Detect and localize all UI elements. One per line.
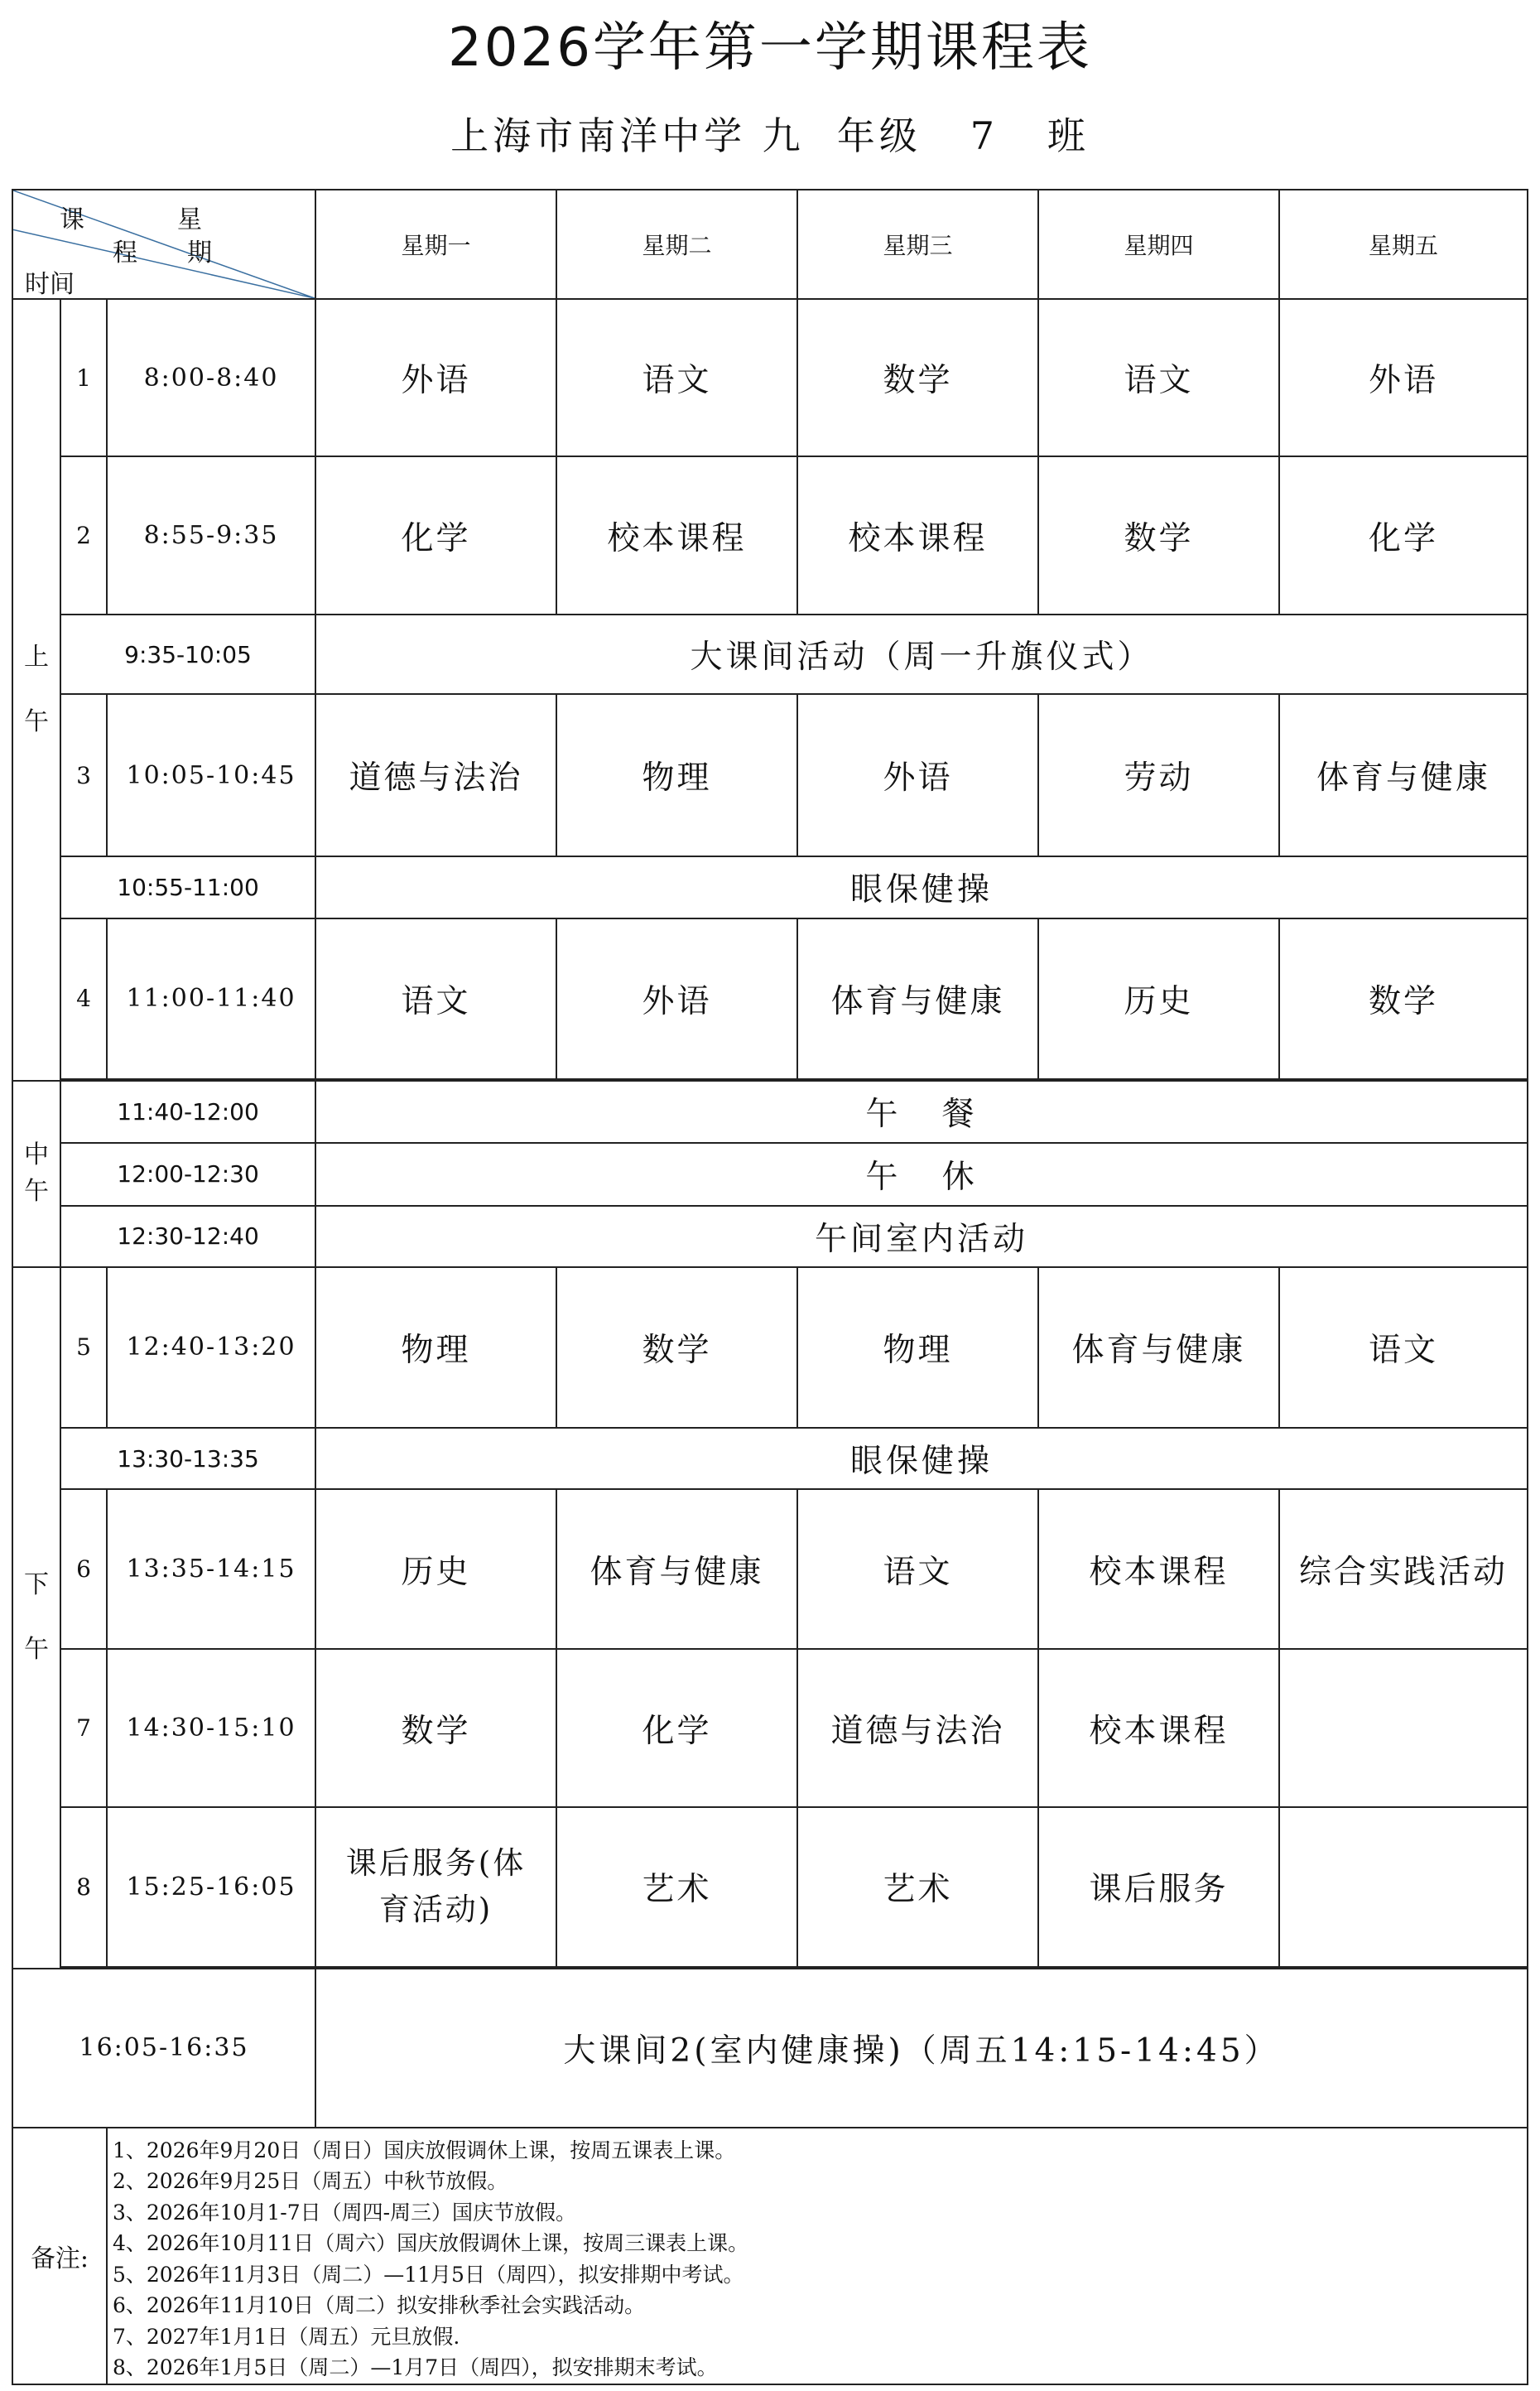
period-number: 4 <box>60 918 107 1079</box>
lesson-row-8 <box>12 1807 1528 1966</box>
subject-cell: 道德与法治 <box>797 1649 1038 1807</box>
activity-time: 12:00-12:30 <box>60 1143 315 1206</box>
day-header-wed: 星期三 <box>797 190 1038 299</box>
period-time: 15:25-16:05 <box>107 1807 315 1966</box>
activity-time: 13:30-13:35 <box>60 1428 315 1489</box>
period-time: 11:00-11:40 <box>107 918 315 1079</box>
period-number: 8 <box>60 1807 107 1966</box>
activity-row-big-break-2 <box>12 1969 1528 2128</box>
subject-cell: 校本课程 <box>1038 1649 1279 1807</box>
day-header-thu: 星期四 <box>1038 190 1279 299</box>
activity-row-eye-exercise-am <box>12 856 1528 918</box>
period-number: 3 <box>60 694 107 856</box>
subject-cell: 艺术 <box>556 1807 797 1966</box>
subject-cell: 外语 <box>1279 299 1528 456</box>
corner-label-shijian: 时间 <box>25 270 75 299</box>
activity-time: 16:05-16:35 <box>12 1969 315 2128</box>
activity-time: 11:40-12:00 <box>60 1081 315 1143</box>
activity-row-big-break <box>12 615 1528 694</box>
subject-cell: 物理 <box>315 1267 556 1428</box>
remark-item: 1、2026年9月20日（周日）国庆放假调休上课，按周五课表上课。 <box>113 2138 736 2162</box>
subject-cell: 校本课程 <box>556 456 797 615</box>
period-time: 8:55-9:35 <box>107 456 315 615</box>
subject-cell: 历史 <box>315 1489 556 1649</box>
subject-cell: 数学 <box>797 299 1038 456</box>
subject-cell: 课后服务(体育活动) <box>315 1807 556 1966</box>
activity-time: 12:30-12:40 <box>60 1206 315 1267</box>
subject-cell: 外语 <box>556 918 797 1079</box>
period-time: 14:30-15:10 <box>107 1649 315 1807</box>
subject-cell: 物理 <box>556 694 797 856</box>
subject-cell: 外语 <box>315 299 556 456</box>
corner-label-cheng: 程 <box>113 239 137 268</box>
period-number: 1 <box>60 299 107 456</box>
period-time: 13:35-14:15 <box>107 1489 315 1649</box>
subject-cell: 化学 <box>315 456 556 615</box>
subject-cell: 语文 <box>556 299 797 456</box>
subject-cell: 数学 <box>556 1267 797 1428</box>
subject-cell: 数学 <box>1279 918 1528 1079</box>
subject-cell: 数学 <box>315 1649 556 1807</box>
subject-cell: 体育与健康 <box>797 918 1038 1079</box>
activity-row-nap <box>12 1143 1528 1206</box>
period-time: 12:40-13:20 <box>107 1267 315 1428</box>
section-noon: 中午 <box>12 1081 60 1267</box>
lesson-row-1 <box>12 299 1528 456</box>
subject-cell: 化学 <box>1279 456 1528 615</box>
day-header-fri: 星期五 <box>1279 190 1528 299</box>
corner-label-qi: 期 <box>187 239 212 268</box>
remarks-list <box>107 2128 1528 2384</box>
subject-cell: 体育与健康 <box>556 1489 797 1649</box>
activity-label: 午间室内活动 <box>315 1206 1528 1267</box>
activity-label: 大课间2(室内健康操)（周五14:15-14:45） <box>315 1969 1528 2128</box>
subject-cell: 体育与健康 <box>1279 694 1528 856</box>
activity-label: 眼保健操 <box>315 1428 1528 1489</box>
activity-row-eye-exercise-pm <box>12 1428 1528 1489</box>
activity-time: 10:55-11:00 <box>60 856 315 918</box>
period-number: 7 <box>60 1649 107 1807</box>
day-header-tue: 星期二 <box>556 190 797 299</box>
remark-item: 5、2026年11月3日（周二）—11月5日（周四），拟安排期中考试。 <box>113 2262 744 2287</box>
remark-item: 6、2026年11月10日（周二）拟安排秋季社会实践活动。 <box>113 2293 646 2318</box>
header-row <box>12 190 1528 299</box>
period-number: 5 <box>60 1267 107 1428</box>
lesson-row-4 <box>12 918 1528 1079</box>
activity-label: 眼保健操 <box>315 856 1528 918</box>
period-number: 2 <box>60 456 107 615</box>
period-time: 8:00-8:40 <box>107 299 315 456</box>
section-morning: 上午 <box>12 299 60 1081</box>
subject-cell: 语文 <box>315 918 556 1079</box>
subject-cell: 艺术 <box>797 1807 1038 1966</box>
subject-cell: 综合实践活动 <box>1279 1489 1528 1649</box>
remark-item: 8、2026年1月5日（周二）—1月7日（周四），拟安排期末考试。 <box>113 2355 718 2380</box>
remark-item: 2、2026年9月25日（周五）中秋节放假。 <box>113 2169 508 2194</box>
activity-time: 9:35-10:05 <box>60 615 315 694</box>
subject-cell: 语文 <box>1279 1267 1528 1428</box>
lesson-row-2 <box>12 456 1528 615</box>
subject-cell: 课后服务 <box>1038 1807 1279 1966</box>
subject-cell: 劳动 <box>1038 694 1279 856</box>
subject-cell: 体育与健康 <box>1038 1267 1279 1428</box>
page-title: 2026学年第一学期课程表 <box>448 17 1092 79</box>
subject-cell: 数学 <box>1038 456 1279 615</box>
subject-cell: 校本课程 <box>1038 1489 1279 1649</box>
remark-item: 3、2026年10月1-7日（周四-周三）国庆节放假。 <box>113 2200 577 2225</box>
activity-row-lunch <box>12 1081 1528 1143</box>
activity-label: 大课间活动（周一升旗仪式） <box>315 615 1528 694</box>
remark-item: 7、2027年1月1日（周五）元旦放假. <box>113 2324 460 2349</box>
period-number: 6 <box>60 1489 107 1649</box>
subject-cell: 物理 <box>797 1267 1038 1428</box>
header-corner-cell <box>12 190 315 299</box>
corner-label-ke: 课 <box>60 205 84 234</box>
remarks-row <box>12 2128 1528 2384</box>
corner-label-xing: 星 <box>177 205 202 234</box>
lesson-row-5 <box>12 1267 1528 1428</box>
subject-cell: 历史 <box>1038 918 1279 1079</box>
lesson-row-6 <box>12 1489 1528 1649</box>
remarks-label: 备注: <box>12 2128 107 2384</box>
timetable <box>12 189 1528 2385</box>
class-subtitle: 上海市南洋中学 九 年级 7 班 <box>450 113 1090 158</box>
subject-cell <box>1279 1807 1528 1966</box>
remark-item: 4、2026年10月11日（周六）国庆放假调休上课，按周三课表上课。 <box>113 2231 749 2256</box>
subject-cell: 语文 <box>1038 299 1279 456</box>
subject-cell: 外语 <box>797 694 1038 856</box>
subject-cell <box>1279 1649 1528 1807</box>
activity-label: 午 餐 <box>315 1081 1528 1143</box>
section-afternoon: 下午 <box>12 1267 60 1969</box>
period-time: 10:05-10:45 <box>107 694 315 856</box>
day-header-mon: 星期一 <box>315 190 556 299</box>
lesson-row-7 <box>12 1649 1528 1807</box>
subject-cell: 校本课程 <box>797 456 1038 615</box>
lesson-row-3 <box>12 694 1528 856</box>
activity-label: 午 休 <box>315 1143 1528 1206</box>
activity-row-noon-activity <box>12 1206 1528 1267</box>
subject-cell: 化学 <box>556 1649 797 1807</box>
subject-cell: 道德与法治 <box>315 694 556 856</box>
subject-cell: 语文 <box>797 1489 1038 1649</box>
